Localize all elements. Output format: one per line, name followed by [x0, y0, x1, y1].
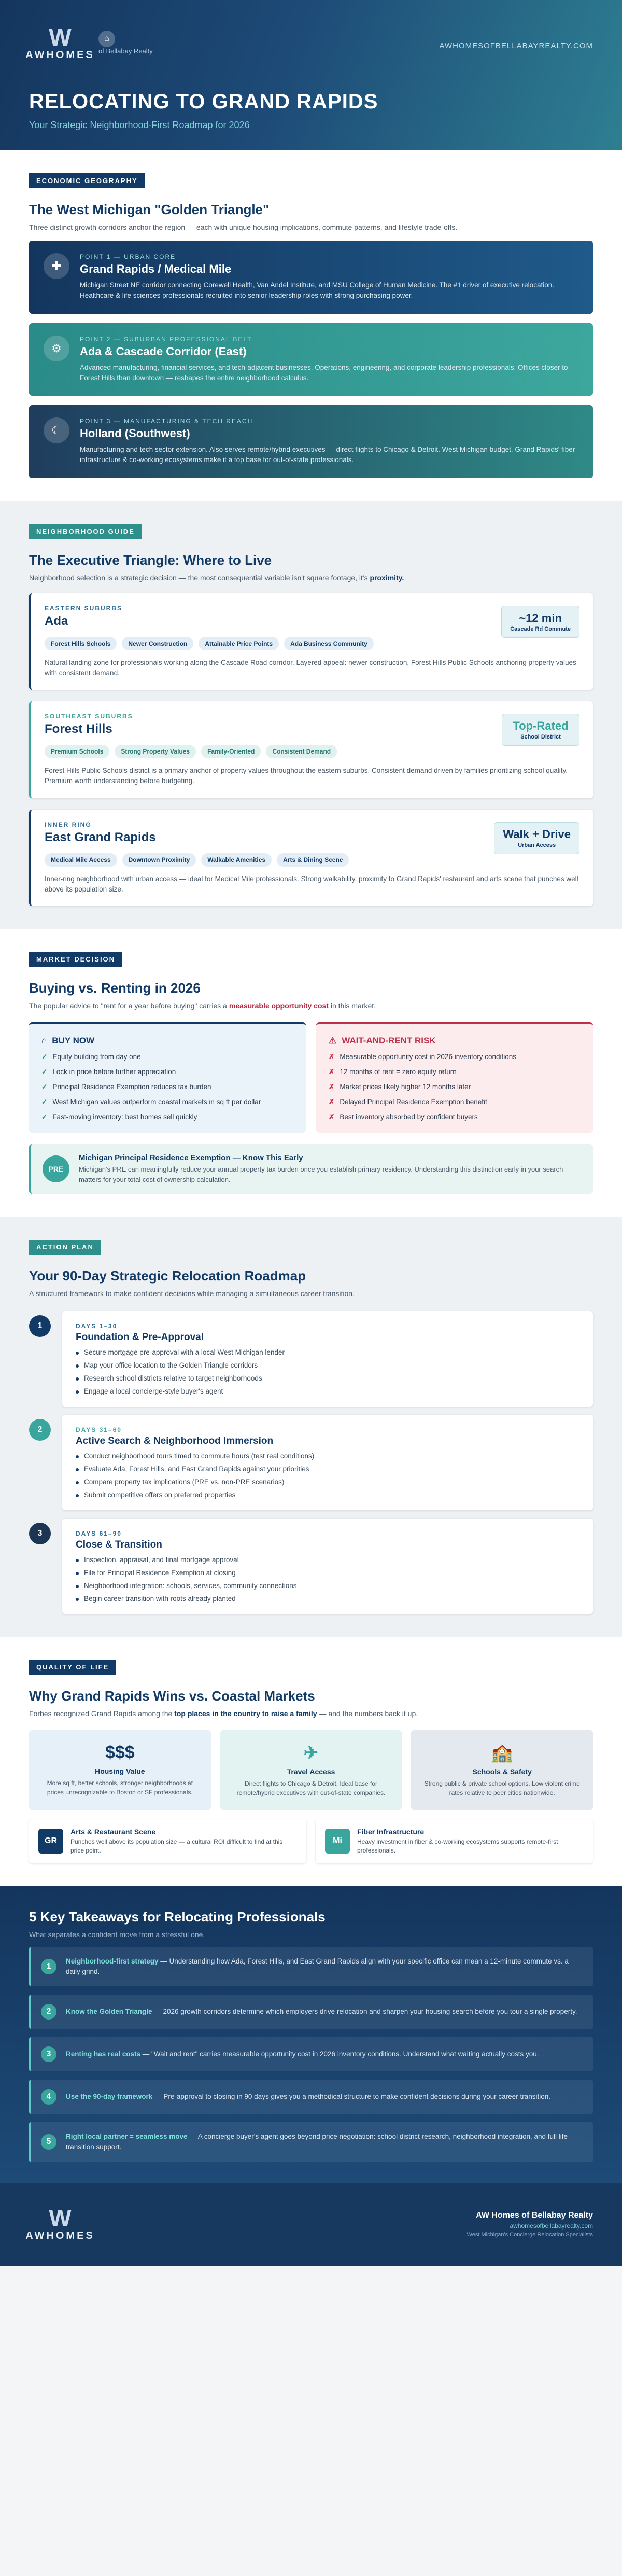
- quality-row: [29, 1819, 593, 1863]
- house-icon: ⌂: [98, 31, 115, 47]
- quality-card: [220, 1730, 402, 1810]
- risk-item: [329, 1068, 581, 1076]
- footer-logo[interactable]: [25, 2205, 95, 2243]
- risk-item-text: Best inventory absorbed by confident buyers: [340, 1113, 478, 1121]
- x-icon: ✗: [329, 1083, 335, 1091]
- quality-title: Housing Value: [95, 1767, 145, 1775]
- check-icon: ✓: [41, 1113, 48, 1121]
- step-item: Begin career transition with roots already planted: [76, 1595, 579, 1603]
- neighborhood-kicker: SOUTHEAST SUBURBS: [45, 713, 133, 720]
- chip-list: [45, 637, 579, 650]
- takeaway-body: — "Wait and rent" carries measurable opportunity cost in 2026 inventory conditions. Understand what waiting actually costs you.: [140, 2050, 539, 2058]
- buy-now-heading: [41, 1036, 293, 1046]
- step-item: Engage a local concierge-style buyer's agent: [76, 1387, 579, 1395]
- section-title: 5 Key Takeaways for Relocating Professionals: [29, 1909, 326, 1925]
- footer-sub: West Michigan's Concierge Relocation Specialists: [466, 2231, 593, 2238]
- home-icon: ⌂: [41, 1036, 47, 1046]
- step-item: Secure mortgage pre-approval with a local West Michigan lender: [76, 1348, 579, 1356]
- quality-section: [0, 1637, 622, 1886]
- pre-badge: PRE: [43, 1155, 69, 1182]
- corridor-title: Holland (Southwest): [80, 427, 190, 440]
- stat-label: Cascade Rd Commute: [510, 625, 571, 632]
- buy-item-text: Fast-moving inventory: best homes sell quickly: [52, 1113, 197, 1121]
- takeaway-key: Know the Golden Triangle: [66, 2007, 152, 2015]
- x-icon: ✗: [329, 1113, 335, 1121]
- step-item: Compare property tax implications (PRE vs. non-PRE scenarios): [76, 1478, 579, 1486]
- takeaway-item: [29, 2122, 593, 2162]
- check-icon: ✓: [41, 1053, 48, 1061]
- neighborhood-title: East Grand Rapids: [45, 830, 156, 844]
- takeaway-body: — Pre-approval to closing in 90 days gives you a methodical structure to make confident decisions during your career transition.: [152, 2092, 550, 2100]
- logo-sub-block: [98, 31, 153, 55]
- section-lead: [29, 574, 593, 582]
- chip: Consistent Demand: [266, 745, 337, 758]
- quality-card: [411, 1730, 593, 1810]
- section-title: Your 90-Day Strategic Relocation Roadmap: [29, 1268, 306, 1284]
- step-kicker: DAYS 1–30: [76, 1322, 118, 1330]
- step-item: File for Principal Residence Exemption at closing: [76, 1569, 579, 1577]
- buy-item-text: West Michigan values outperform coastal markets in sq ft per dollar: [52, 1098, 261, 1106]
- neighborhood-stat: [502, 714, 579, 746]
- neighborhood-stat: [494, 822, 579, 854]
- section-lead: What separates a confident move from a stressful one.: [29, 1930, 205, 1939]
- dollar-icon: $$$: [105, 1743, 135, 1762]
- page-header: [0, 0, 622, 150]
- page-title: RELOCATING TO GRAND RAPIDS: [29, 90, 378, 113]
- quality-title: Schools & Safety: [472, 1767, 532, 1776]
- chip: Medical Mile Access: [45, 853, 117, 867]
- logo-mark: [25, 23, 95, 61]
- section-tag: NEIGHBORHOOD GUIDE: [29, 524, 142, 539]
- warning-icon: ⚠: [329, 1036, 337, 1046]
- takeaway-text: [66, 2132, 583, 2153]
- lead-text: Forbes recognized Grand Rapids among the: [29, 1709, 173, 1718]
- lead-emphasis: proximity.: [370, 573, 404, 582]
- risk-heading: [329, 1036, 581, 1046]
- roadmap-step: [29, 1415, 593, 1510]
- takeaway-body: — Understanding how Ada, Forest Hills, and East Grand Rapids align with your specific office can mean a 12-minute commute vs. a daily grind.: [66, 1957, 569, 1975]
- section-tag: QUALITY OF LIFE: [29, 1660, 116, 1675]
- takeaway-item: [29, 1995, 593, 2029]
- footer-name: AW Homes of Bellabay Realty: [476, 2210, 593, 2220]
- neighborhood-desc: Forest Hills Public Schools district is a primary anchor of property values throughout the eastern suburbs. Consistent demand driven by families prioritizing school quality. Premium worth understanding before budgeting.: [45, 767, 568, 785]
- section-title: Why Grand Rapids Wins vs. Coastal Markets: [29, 1688, 315, 1704]
- chip: Forest Hills Schools: [45, 637, 117, 650]
- chip: Downtown Proximity: [122, 853, 196, 867]
- section-title: The Executive Triangle: Where to Live: [29, 552, 272, 568]
- quality-title: Travel Access: [287, 1767, 335, 1776]
- stat-value: ~12 min: [519, 611, 562, 624]
- stat-value: Walk + Drive: [503, 827, 571, 841]
- step-item: Submit competitive offers on preferred properties: [76, 1491, 579, 1499]
- plane-icon: ✈: [303, 1743, 319, 1763]
- section-lead: Three distinct growth corridors anchor the region — each with unique housing implications, commute patterns, and lifestyle trade-offs.: [29, 223, 458, 231]
- takeaways-section: [0, 1886, 622, 2183]
- takeaway-item: [29, 2080, 593, 2114]
- step-kicker: DAYS 31–60: [76, 1426, 122, 1433]
- lead-emphasis: top places in the country to raise a family: [174, 1709, 317, 1718]
- logo-w-icon: W: [49, 2205, 72, 2232]
- chip: Family-Oriented: [201, 745, 261, 758]
- takeaway-text: [66, 2007, 577, 2017]
- section-title: The West Michigan "Golden Triangle": [29, 202, 270, 217]
- corridor-desc: Michigan Street NE corridor connecting Corewell Health, Van Andel Institute, and MSU College of Human Medicine. The #1 driver of executive relocation. Healthcare & life sciences professionals recruited into senior leadership roles with strong purchasing power.: [80, 281, 554, 300]
- risk-item: [329, 1083, 581, 1091]
- header-url-link[interactable]: AWHOMESOFBELLABAYREALTY.COM: [439, 41, 593, 50]
- moon-icon: ☾: [44, 417, 69, 443]
- quality-small-title: Arts & Restaurant Scene: [70, 1828, 156, 1836]
- takeaway-key: Use the 90-day framework: [66, 2092, 153, 2100]
- stat-label: Urban Access: [518, 842, 556, 848]
- risk-item: [329, 1053, 581, 1061]
- takeaway-number: 3: [41, 2046, 56, 2062]
- chip: Walkable Amenities: [201, 853, 272, 867]
- section-lead: [29, 1001, 593, 1010]
- corridor-kicker: POINT 3 — MANUFACTURING & TECH REACH: [80, 417, 253, 425]
- section-tag: MARKET DECISION: [29, 952, 122, 967]
- x-icon: ✗: [329, 1068, 335, 1076]
- corridor-desc: Advanced manufacturing, financial services, and tech-adjacent businesses. Operations, engineering, and corporate leadership professionals. Offices closer to Forest Hills than downtown — reshapes the entire neighborhood calculus.: [80, 363, 568, 382]
- buy-now-title: BUY NOW: [52, 1036, 95, 1046]
- chip: Attainable Price Points: [199, 637, 279, 650]
- logo-w-icon: W: [49, 23, 72, 51]
- neighborhood-card: [29, 701, 593, 798]
- lead-text: The popular advice to "rent for a year before buying" carries a: [29, 1001, 227, 1010]
- logo-text: AWHOMES: [25, 49, 95, 61]
- chip-list: [45, 745, 579, 758]
- step-title: Close & Transition: [76, 1539, 162, 1550]
- buy-item: [41, 1098, 293, 1106]
- x-icon: ✗: [329, 1053, 335, 1061]
- corridor-card: [29, 323, 593, 396]
- stat-value: Top-Rated: [513, 719, 569, 732]
- logo-sub: of Bellabay Realty: [98, 47, 153, 55]
- wait-rent-column: [316, 1022, 593, 1133]
- takeaway-key: Renting has real costs: [66, 2050, 141, 2058]
- check-icon: ✓: [41, 1098, 48, 1106]
- chip: Arts & Dining Scene: [277, 853, 349, 867]
- risk-item-text: Delayed Principal Residence Exemption benefit: [340, 1098, 487, 1106]
- section-tag: ACTION PLAN: [29, 1240, 101, 1255]
- quality-small-desc: Heavy investment in fiber & co-working ecosystems supports remote-first professionals.: [357, 1838, 558, 1854]
- section-title: Buying vs. Renting in 2026: [29, 980, 201, 996]
- section-lead: A structured framework to make confident decisions while managing a simultaneous career transition.: [29, 1289, 355, 1298]
- logo-text: AWHOMES: [25, 2230, 95, 2242]
- step-item: Map your office location to the Golden Triangle corridors: [76, 1361, 579, 1369]
- buy-item-text: Lock in price before further appreciation: [52, 1068, 176, 1076]
- page-subtitle: Your Strategic Neighborhood-First Roadmap for 2026: [29, 120, 250, 130]
- step-number: 3: [29, 1523, 51, 1544]
- roadmap-steps: [29, 1311, 593, 1614]
- plan-section: [0, 1217, 622, 1637]
- chip: Premium Schools: [45, 745, 109, 758]
- risk-item: [329, 1113, 581, 1121]
- neighborhood-title: Ada: [45, 614, 68, 628]
- step-title: Active Search & Neighborhood Immersion: [76, 1436, 274, 1446]
- corridor-kicker: POINT 1 — URBAN CORE: [80, 253, 176, 260]
- chip-list: [45, 853, 579, 867]
- buy-item: [41, 1113, 293, 1121]
- quality-badge: GR: [38, 1829, 63, 1854]
- neighborhood-desc: Natural landing zone for professionals working along the Cascade Road corridor. Layered appeal: newer construction, Forest Hills Public Schools anchoring property values with consistent demand.: [45, 658, 576, 677]
- quality-small-card: [29, 1819, 306, 1863]
- quality-small-card: [316, 1819, 593, 1863]
- corridor-desc: Manufacturing and tech sector extension. Also serves remote/hybrid executives — direct flights to Chicago & Detroit. West Michigan budget. Grand Rapids' fiber infrastructure & co-working ecosystems make it a top base for out-of-state professionals.: [80, 445, 575, 464]
- neighborhood-title: Forest Hills: [45, 722, 112, 736]
- step-card: [62, 1519, 593, 1614]
- school-icon: 🏫: [491, 1743, 513, 1763]
- step-card: [62, 1415, 593, 1510]
- risk-item-text: 12 months of rent = zero equity return: [340, 1068, 457, 1076]
- quality-desc: Direct flights to Chicago & Detroit. Ideal base for remote/hybrid executives with out-of-state companies.: [236, 1780, 386, 1797]
- takeaway-key: Right local partner = seamless move: [66, 2133, 188, 2141]
- pre-desc: Michigan's PRE can meaningfully reduce your annual property tax burden once you establish primary residency. Understanding this distinction early in your search matters for your total cost of ownership calculation.: [79, 1165, 563, 1183]
- takeaway-number: 2: [41, 2004, 56, 2020]
- corridor-title: Grand Rapids / Medical Mile: [80, 262, 232, 275]
- neighborhood-card: [29, 593, 593, 690]
- risk-item-text: Measurable opportunity cost in 2026 inventory conditions: [340, 1053, 517, 1061]
- lead-text: Neighborhood selection is a strategic decision — the most consequential variable isn't square footage, it's: [29, 573, 368, 582]
- lead-emphasis: measurable opportunity cost: [229, 1001, 329, 1010]
- market-section: [0, 929, 622, 1217]
- neighborhood-desc: Inner-ring neighborhood with urban access — ideal for Medical Mile professionals. Strong walkability, proximity to Grand Rapids' restaurant and arts scene that punches well above its population size.: [45, 874, 578, 893]
- corridor-kicker: POINT 2 — SUBURBAN PROFESSIONAL BELT: [80, 335, 252, 343]
- roadmap-step: [29, 1519, 593, 1614]
- takeaway-item: [29, 2037, 593, 2071]
- takeaway-text: [66, 2049, 539, 2059]
- neighborhood-kicker: INNER RING: [45, 820, 92, 828]
- check-icon: ✓: [41, 1068, 48, 1076]
- chip: Strong Property Values: [115, 745, 196, 758]
- takeaway-number: 4: [41, 2089, 56, 2105]
- economic-section: [0, 150, 622, 501]
- corridor-card: [29, 241, 593, 314]
- chip: Newer Construction: [122, 637, 193, 650]
- quality-grid: [29, 1730, 593, 1810]
- takeaway-body: — 2026 growth corridors determine which employers drive relocation and sharpen your housing search before you tour a single property.: [152, 2007, 577, 2015]
- takeaway-text: [66, 2092, 550, 2102]
- buy-item: [41, 1068, 293, 1076]
- buy-vs-rent: [29, 1022, 593, 1133]
- takeaway-text: [66, 1956, 583, 1978]
- gear-icon: ⚙: [44, 336, 69, 361]
- quality-desc: Strong public & private school options. Low violent crime rates relative to peer cities nationwide.: [424, 1780, 580, 1797]
- pre-title: Michigan Principal Residence Exemption — Know This Early: [79, 1153, 303, 1162]
- buy-item-text: Principal Residence Exemption reduces tax burden: [52, 1083, 211, 1091]
- step-card: [62, 1311, 593, 1407]
- takeaway-item: [29, 1947, 593, 1987]
- step-title: Foundation & Pre-Approval: [76, 1332, 204, 1343]
- footer-contact: [467, 2211, 593, 2238]
- corridor-title: Ada & Cascade Corridor (East): [80, 344, 247, 358]
- pre-callout: [29, 1144, 593, 1194]
- risk-title: WAIT-AND-RENT RISK: [342, 1036, 436, 1046]
- roadmap-step: [29, 1311, 593, 1407]
- check-icon: ✓: [41, 1083, 48, 1091]
- buy-item-text: Equity building from day one: [52, 1053, 141, 1061]
- quality-desc: More sq ft, better schools, stronger neighborhoods at prices unrecognizable to Boston or SF professionals.: [47, 1779, 193, 1796]
- chip: Ada Business Community: [284, 637, 374, 650]
- takeaway-number: 5: [41, 2134, 56, 2150]
- logo-mark: [25, 2205, 95, 2243]
- section-lead: [29, 1709, 593, 1718]
- step-item: Neighborhood integration: schools, services, community connections: [76, 1582, 579, 1590]
- risk-item-text: Market prices likely higher 12 months later: [340, 1083, 471, 1091]
- step-item: Evaluate Ada, Forest Hills, and East Grand Rapids against your priorities: [76, 1465, 579, 1473]
- lead-text-post: — and the numbers back it up.: [319, 1709, 418, 1718]
- lead-text-post: in this market.: [330, 1001, 376, 1010]
- hospital-icon: ✚: [44, 253, 69, 279]
- stat-label: School District: [520, 734, 561, 740]
- quality-small-desc: Punches well above its population size — a cultural ROI difficult to find at this price point.: [70, 1838, 283, 1854]
- footer-url-link[interactable]: awhomesofbellabayrealty.com: [510, 2222, 593, 2230]
- quality-card: [29, 1730, 211, 1810]
- neighborhood-kicker: EASTERN SUBURBS: [45, 604, 123, 612]
- buy-item: [41, 1053, 293, 1061]
- step-number: 2: [29, 1419, 51, 1441]
- buy-item: [41, 1083, 293, 1091]
- step-number: 1: [29, 1315, 51, 1337]
- buy-now-column: [29, 1022, 306, 1133]
- takeaway-body: — A concierge buyer's agent goes beyond price negotiation: school district research, neighborhood integration, and full life transition support.: [66, 2133, 568, 2151]
- takeaway-key: Neighborhood-first strategy: [66, 1957, 159, 1965]
- step-item: Research school districts relative to target neighborhoods: [76, 1374, 579, 1382]
- quality-badge: Mi: [325, 1829, 350, 1854]
- x-icon: ✗: [329, 1098, 335, 1106]
- section-tag: ECONOMIC GEOGRAPHY: [29, 173, 145, 188]
- neighborhood-stat: [501, 606, 579, 638]
- takeaway-number: 1: [41, 1959, 56, 1974]
- neighborhood-card: [29, 810, 593, 907]
- step-item: Conduct neighborhood tours timed to commute hours (test real conditions): [76, 1452, 579, 1460]
- page-footer: [0, 2183, 622, 2266]
- step-item: Inspection, appraisal, and final mortgage approval: [76, 1556, 579, 1564]
- risk-item: [329, 1098, 581, 1106]
- quality-small-title: Fiber Infrastructure: [357, 1828, 425, 1836]
- corridor-card: [29, 405, 593, 478]
- step-kicker: DAYS 61–90: [76, 1530, 122, 1537]
- neighborhood-section: [0, 501, 622, 929]
